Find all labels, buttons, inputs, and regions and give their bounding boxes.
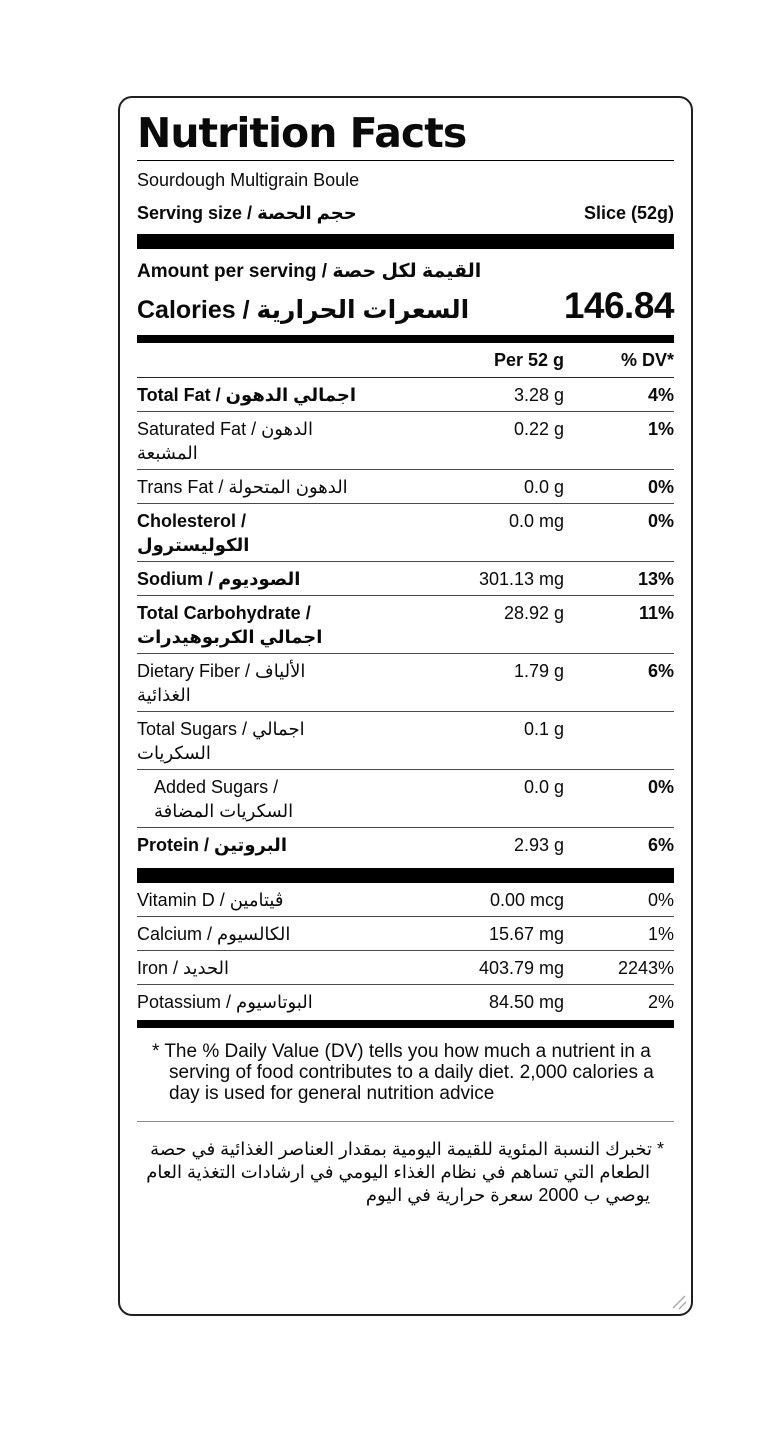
- added-sugars-row: [137, 770, 674, 828]
- nutrient-amount: 3.28 g: [513, 385, 564, 406]
- dietary-fiber-row: [137, 654, 674, 712]
- micronutrient-table: [137, 883, 674, 1018]
- nutrient-amount: 0.0 mg: [508, 511, 564, 532]
- nutrient-table: [137, 378, 674, 861]
- nutrient-dv: 6%: [647, 661, 674, 682]
- nutrient-dv: 0%: [647, 477, 674, 498]
- nutrient-amount: 28.92 g: [503, 603, 564, 624]
- nutrient-label: [137, 833, 467, 857]
- nutrient-dv: 0%: [647, 511, 674, 532]
- serving-size-value: Slice (52g): [583, 203, 674, 224]
- nutrient-label-line1: Dietary Fiber / الألياف: [137, 661, 306, 682]
- nutrient-dv: 1%: [647, 924, 674, 945]
- nutrient-label-line2: اجمالي الكربوهيدرات: [137, 627, 323, 648]
- label-title: Nutrition Facts: [137, 109, 467, 157]
- nutrient-label: [137, 601, 467, 649]
- calories-value: 146.84: [563, 285, 674, 327]
- calories-row: [137, 285, 674, 327]
- nutrient-label-line1: Protein / البروتين: [137, 835, 287, 856]
- nutrient-label: [137, 888, 467, 912]
- nutrient-label-line1: Added Sugars /: [154, 777, 279, 798]
- nutrient-label: [137, 659, 467, 707]
- trans-fat-row: [137, 470, 674, 504]
- nutrient-amount: 0.22 g: [513, 419, 564, 440]
- calcium-row: [137, 917, 674, 951]
- nutrient-dv: 11%: [638, 603, 674, 624]
- potassium-row: [137, 985, 674, 1018]
- nutrient-label: [137, 717, 467, 765]
- resize-grip-icon: [670, 1293, 688, 1311]
- nutrient-dv: 2%: [647, 992, 674, 1013]
- daily-value-footnote-arabic: * تخبرك النسبة المئوية للقيمة اليومية بمقدار العناصر الغذائية في حصة الطعام التي تساهم في نظام الغذاء اليومي في ارشادات التغذية العام يوصي ب 2000 سعرة حرارية في اليوم: [146, 1139, 664, 1206]
- daily-value-footnote-english: * The % Daily Value (DV) tells you how much a nutrient in a serving of food contributes to a daily diet. 2,000 calories a day is used for general nutrition advice: [152, 1041, 654, 1105]
- resize-handle[interactable]: [670, 1293, 688, 1311]
- saturated-fat-row: [137, 412, 674, 470]
- thick-divider-bar: [137, 868, 674, 883]
- nutrient-amount: 1.79 g: [513, 661, 564, 682]
- nutrient-label: [137, 475, 467, 499]
- nutrient-label-line2: المشبعة: [137, 443, 198, 464]
- protein-row: [137, 828, 674, 861]
- cholesterol-row: [137, 504, 674, 562]
- nutrient-label-line1: Vitamin D / ڤيتامين: [137, 890, 284, 911]
- total-sugars-row: [137, 712, 674, 770]
- nutrient-dv: 4%: [647, 385, 674, 406]
- nutrient-label-line2: الغذائية: [137, 685, 191, 706]
- nutrient-label-line1: Total Fat / اجمالي الدهون: [137, 385, 357, 406]
- nutrient-label-line2: السكريات: [137, 743, 211, 764]
- nutrient-dv: 0%: [647, 777, 674, 798]
- nutrient-label: [137, 509, 467, 557]
- serving-size-row: [137, 203, 674, 224]
- nutrient-label-line1: Trans Fat / الدهون المتحولة: [137, 477, 348, 498]
- product-name: Sourdough Multigrain Boule: [137, 170, 360, 191]
- nutrient-label: [137, 775, 467, 823]
- nutrient-dv: 2243%: [617, 958, 674, 979]
- nutrient-label: [137, 956, 467, 980]
- nutrient-dv: 1%: [647, 419, 674, 440]
- serving-size-label: Serving size / حجم الحصة: [137, 203, 357, 224]
- nutrient-dv: 6%: [647, 835, 674, 856]
- vitamin-d-row: [137, 883, 674, 917]
- nutrient-label: [137, 417, 467, 465]
- nutrient-label: [137, 567, 467, 591]
- thick-divider-bar: [137, 234, 674, 249]
- medium-divider-bar: [137, 335, 674, 343]
- amount-per-serving-label: Amount per serving / القيمة لكل حصة: [137, 261, 482, 283]
- nutrient-label-line1: Calcium / الكالسيوم: [137, 924, 291, 945]
- column-header-spacer: [137, 350, 467, 371]
- column-header-dv: % DV*: [620, 350, 674, 371]
- sodium-row: [137, 562, 674, 596]
- total-fat-row: [137, 378, 674, 412]
- nutrient-amount: 2.93 g: [513, 835, 564, 856]
- nutrient-label-line2: السكريات المضافة: [154, 801, 294, 822]
- nutrient-amount: 0.1 g: [523, 719, 564, 740]
- total-carbohydrate-row: [137, 596, 674, 654]
- nutrient-dv: 13%: [637, 569, 674, 590]
- nutrition-facts-label: [118, 96, 693, 1316]
- nutrient-amount: 0.0 g: [523, 777, 564, 798]
- nutrient-label-line1: Saturated Fat / الدهون: [137, 419, 314, 440]
- nutrient-label: [137, 383, 467, 407]
- iron-row: [137, 951, 674, 985]
- nutrient-amount: 0.00 mcg: [489, 890, 564, 911]
- nutrient-label: [137, 990, 467, 1014]
- nutrient-label-line1: Cholesterol /: [137, 511, 247, 532]
- nutrient-label: [137, 922, 467, 946]
- calories-label: Calories / السعرات الحرارية: [137, 296, 470, 325]
- nutrient-amount: 15.67 mg: [488, 924, 564, 945]
- nutrient-label-line1: Sodium / الصوديوم: [137, 569, 301, 590]
- title-divider: [137, 160, 674, 161]
- nutrient-label-line1: Total Carbohydrate /: [137, 603, 311, 624]
- nutrient-amount: 0.0 g: [523, 477, 564, 498]
- nutrient-label-line1: Total Sugars / اجمالي: [137, 719, 305, 740]
- nutrient-label-line1: Iron / الحديد: [137, 958, 230, 979]
- nutrient-label-line1: Potassium / البوتاسيوم: [137, 992, 313, 1013]
- nutrient-amount: 301.13 mg: [478, 569, 564, 590]
- footnote-divider: [137, 1121, 674, 1122]
- column-header-amount: Per 52 g: [493, 350, 564, 371]
- nutrient-amount: 84.50 mg: [488, 992, 564, 1013]
- column-header-row: [137, 343, 674, 378]
- nutrient-amount: 403.79 mg: [478, 958, 564, 979]
- nutrient-dv: 0%: [647, 890, 674, 911]
- nutrient-label-line2: الكوليسترول: [137, 535, 250, 556]
- medium-divider-bar: [137, 1020, 674, 1028]
